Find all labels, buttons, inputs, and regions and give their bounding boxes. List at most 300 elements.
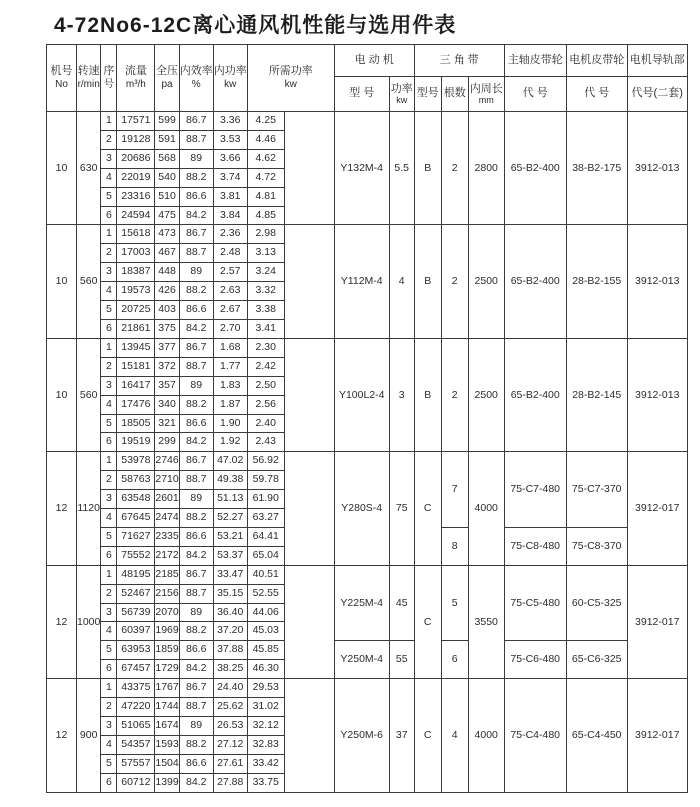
internal-power-cell: 3.81 bbox=[213, 187, 247, 206]
flow-cell: 17476 bbox=[117, 395, 155, 414]
internal-power-cell: 49.38 bbox=[213, 471, 247, 490]
col-label: 内功率 bbox=[213, 65, 247, 78]
col-label: 内效率 bbox=[179, 65, 213, 78]
serial-cell: 2 bbox=[101, 698, 117, 717]
serial-cell: 4 bbox=[101, 735, 117, 754]
internal-power-cell: 3.66 bbox=[213, 149, 247, 168]
required-power-cell: 31.02 bbox=[247, 698, 284, 717]
flow-cell: 48195 bbox=[117, 565, 155, 584]
table-row bbox=[47, 338, 688, 357]
internal-power-cell: 2.57 bbox=[213, 263, 247, 282]
internal-power-cell: 35.15 bbox=[213, 584, 247, 603]
motor-power-cell: 55 bbox=[389, 641, 414, 679]
serial-cell: 5 bbox=[101, 641, 117, 660]
internal-power-cell: 38.25 bbox=[213, 660, 247, 679]
pressure-cell: 1767 bbox=[155, 679, 179, 698]
col-label: 内周长 bbox=[469, 82, 503, 95]
efficiency-cell: 88.7 bbox=[179, 357, 213, 376]
belt-length-cell: 4000 bbox=[468, 452, 504, 565]
internal-power-cell: 1.87 bbox=[213, 395, 247, 414]
serial-cell: 4 bbox=[101, 509, 117, 528]
efficiency-cell: 89 bbox=[179, 149, 213, 168]
required-power-cell: 3.13 bbox=[247, 244, 284, 263]
serial-cell: 5 bbox=[101, 754, 117, 773]
belt-model-cell: B bbox=[414, 112, 441, 225]
col-header-serial bbox=[101, 45, 117, 112]
main-pulley-code-cell: 65-B2-400 bbox=[504, 112, 566, 225]
machine-no-cell: 12 bbox=[47, 452, 77, 565]
required-power-cell: 2.98 bbox=[247, 225, 284, 244]
efficiency-cell: 89 bbox=[179, 603, 213, 622]
internal-power-cell: 52.27 bbox=[213, 509, 247, 528]
col-header-main-pulley-code: 代 号 bbox=[504, 77, 566, 112]
serial-cell: 6 bbox=[101, 546, 117, 565]
required-power-cell: 3.41 bbox=[247, 319, 284, 338]
col-header-required-power bbox=[247, 45, 334, 112]
serial-cell: 4 bbox=[101, 395, 117, 414]
pressure-cell: 473 bbox=[155, 225, 179, 244]
internal-power-cell: 25.62 bbox=[213, 698, 247, 717]
belt-count-cell: 8 bbox=[441, 527, 468, 565]
main-pulley-code-cell: 65-B2-400 bbox=[504, 225, 566, 338]
col-label: 所需功率 bbox=[268, 65, 313, 78]
pressure-cell: 357 bbox=[155, 376, 179, 395]
belt-count-cell: 6 bbox=[441, 641, 468, 679]
col-unit: kw bbox=[224, 78, 237, 90]
col-header-speed bbox=[77, 45, 101, 112]
flow-cell: 23316 bbox=[117, 187, 155, 206]
serial-cell: 1 bbox=[101, 679, 117, 698]
spacer-cell bbox=[284, 452, 334, 565]
efficiency-cell: 88.2 bbox=[179, 622, 213, 641]
motor-model-cell: Y250M-4 bbox=[334, 641, 389, 679]
internal-power-cell: 51.13 bbox=[213, 490, 247, 509]
motor-pulley-code-cell: 75-C7-370 bbox=[566, 452, 627, 528]
pressure-cell: 475 bbox=[155, 206, 179, 225]
belt-length-cell: 3550 bbox=[468, 565, 504, 678]
motor-power-cell: 37 bbox=[389, 679, 414, 792]
belt-length-cell: 4000 bbox=[468, 679, 504, 792]
efficiency-cell: 88.2 bbox=[179, 168, 213, 187]
motor-power-cell: 5.5 bbox=[389, 112, 414, 225]
belt-count-cell: 4 bbox=[441, 679, 468, 792]
required-power-cell: 46.30 bbox=[247, 660, 284, 679]
speed-cell: 560 bbox=[77, 225, 101, 338]
col-header-rail-code: 代号(二套) bbox=[627, 77, 687, 112]
pressure-cell: 321 bbox=[155, 414, 179, 433]
serial-cell: 2 bbox=[101, 357, 117, 376]
flow-cell: 52467 bbox=[117, 584, 155, 603]
spacer-cell bbox=[284, 679, 334, 792]
internal-power-cell: 1.92 bbox=[213, 433, 247, 452]
internal-power-cell: 2.70 bbox=[213, 319, 247, 338]
pressure-cell: 1399 bbox=[155, 773, 179, 792]
motor-power-cell: 4 bbox=[389, 225, 414, 338]
col-header-efficiency bbox=[179, 45, 213, 112]
internal-power-cell: 2.67 bbox=[213, 301, 247, 320]
table-row bbox=[47, 679, 688, 698]
pressure-cell: 1593 bbox=[155, 735, 179, 754]
main-pulley-code-cell: 65-B2-400 bbox=[504, 338, 566, 451]
serial-cell: 6 bbox=[101, 206, 117, 225]
internal-power-cell: 36.40 bbox=[213, 603, 247, 622]
internal-power-cell: 2.48 bbox=[213, 244, 247, 263]
pressure-cell: 403 bbox=[155, 301, 179, 320]
motor-pulley-code-cell: 60-C5-325 bbox=[566, 565, 627, 641]
efficiency-cell: 89 bbox=[179, 263, 213, 282]
flow-cell: 18387 bbox=[117, 263, 155, 282]
pressure-cell: 299 bbox=[155, 433, 179, 452]
internal-power-cell: 27.88 bbox=[213, 773, 247, 792]
serial-cell: 5 bbox=[101, 527, 117, 546]
pressure-cell: 2156 bbox=[155, 584, 179, 603]
col-unit: % bbox=[191, 78, 201, 90]
serial-cell: 4 bbox=[101, 168, 117, 187]
serial-cell: 2 bbox=[101, 244, 117, 263]
table-header bbox=[47, 45, 688, 112]
spacer-cell bbox=[284, 112, 334, 225]
pressure-cell: 1674 bbox=[155, 717, 179, 736]
belt-model-cell: C bbox=[414, 679, 441, 792]
col-header-flow bbox=[117, 45, 155, 112]
efficiency-cell: 88.7 bbox=[179, 130, 213, 149]
pressure-cell: 599 bbox=[155, 112, 179, 131]
required-power-cell: 61.90 bbox=[247, 490, 284, 509]
efficiency-cell: 84.2 bbox=[179, 773, 213, 792]
required-power-cell: 4.81 bbox=[247, 187, 284, 206]
col-group-rail: 电机导轨部 bbox=[627, 45, 687, 77]
required-power-cell: 2.42 bbox=[247, 357, 284, 376]
required-power-cell: 4.46 bbox=[247, 130, 284, 149]
flow-cell: 19573 bbox=[117, 282, 155, 301]
efficiency-cell: 86.7 bbox=[179, 112, 213, 131]
belt-count-cell: 2 bbox=[441, 338, 468, 451]
col-unit: m³/h bbox=[125, 78, 146, 90]
internal-power-cell: 2.63 bbox=[213, 282, 247, 301]
motor-pulley-code-cell: 65-C6-325 bbox=[566, 641, 627, 679]
col-header-internal-power bbox=[213, 45, 247, 112]
serial-cell: 3 bbox=[101, 263, 117, 282]
motor-power-cell: 75 bbox=[389, 452, 414, 565]
motor-power-cell: 45 bbox=[389, 565, 414, 641]
col-label: 序 bbox=[103, 65, 115, 78]
serial-cell: 1 bbox=[101, 112, 117, 131]
required-power-cell: 33.75 bbox=[247, 773, 284, 792]
serial-cell: 3 bbox=[101, 490, 117, 509]
efficiency-cell: 86.6 bbox=[179, 414, 213, 433]
internal-power-cell: 1.77 bbox=[213, 357, 247, 376]
belt-model-cell: B bbox=[414, 225, 441, 338]
col-unit: mm bbox=[478, 95, 494, 106]
rail-code-cell: 3912-017 bbox=[627, 679, 687, 792]
col-header-belt-length bbox=[468, 77, 504, 112]
serial-cell: 3 bbox=[101, 717, 117, 736]
motor-power-cell: 3 bbox=[389, 338, 414, 451]
flow-cell: 16417 bbox=[117, 376, 155, 395]
col-header-belt-count: 根数 bbox=[441, 77, 468, 112]
speed-cell: 560 bbox=[77, 338, 101, 451]
flow-cell: 57557 bbox=[117, 754, 155, 773]
pressure-cell: 2172 bbox=[155, 546, 179, 565]
serial-cell: 6 bbox=[101, 773, 117, 792]
internal-power-cell: 26.53 bbox=[213, 717, 247, 736]
col-header-belt-model: 型号 bbox=[414, 77, 441, 112]
fan-spec-table bbox=[46, 44, 688, 793]
table-row bbox=[47, 112, 688, 131]
serial-cell: 5 bbox=[101, 414, 117, 433]
efficiency-cell: 86.7 bbox=[179, 452, 213, 471]
required-power-cell: 32.12 bbox=[247, 717, 284, 736]
flow-cell: 54357 bbox=[117, 735, 155, 754]
required-power-cell: 45.03 bbox=[247, 622, 284, 641]
header-row-groups bbox=[47, 45, 688, 77]
required-power-cell: 2.43 bbox=[247, 433, 284, 452]
flow-cell: 43375 bbox=[117, 679, 155, 698]
serial-cell: 4 bbox=[101, 282, 117, 301]
required-power-cell: 3.32 bbox=[247, 282, 284, 301]
required-power-cell: 4.62 bbox=[247, 149, 284, 168]
internal-power-cell: 33.47 bbox=[213, 565, 247, 584]
required-power-cell: 32.83 bbox=[247, 735, 284, 754]
flow-cell: 60397 bbox=[117, 622, 155, 641]
col-header-pressure bbox=[155, 45, 179, 112]
col-label: 号 bbox=[103, 78, 114, 90]
main-pulley-code-cell: 75-C8-480 bbox=[504, 527, 566, 565]
internal-power-cell: 27.61 bbox=[213, 754, 247, 773]
internal-power-cell: 37.88 bbox=[213, 641, 247, 660]
required-power-cell: 2.50 bbox=[247, 376, 284, 395]
efficiency-cell: 84.2 bbox=[179, 206, 213, 225]
flow-cell: 60712 bbox=[117, 773, 155, 792]
belt-model-cell: C bbox=[414, 565, 441, 678]
efficiency-cell: 89 bbox=[179, 717, 213, 736]
rail-code-cell: 3912-013 bbox=[627, 112, 687, 225]
motor-model-cell: Y132M-4 bbox=[334, 112, 389, 225]
main-pulley-code-cell: 75-C6-480 bbox=[504, 641, 566, 679]
machine-no-cell: 10 bbox=[47, 225, 77, 338]
serial-cell: 4 bbox=[101, 622, 117, 641]
pressure-cell: 1504 bbox=[155, 754, 179, 773]
speed-cell: 1120 bbox=[77, 452, 101, 565]
table-row bbox=[47, 225, 688, 244]
required-power-cell: 33.42 bbox=[247, 754, 284, 773]
flow-cell: 53978 bbox=[117, 452, 155, 471]
internal-power-cell: 1.83 bbox=[213, 376, 247, 395]
efficiency-cell: 88.7 bbox=[179, 584, 213, 603]
flow-cell: 71627 bbox=[117, 527, 155, 546]
required-power-cell: 2.40 bbox=[247, 414, 284, 433]
flow-cell: 15618 bbox=[117, 225, 155, 244]
required-power-cell: 2.30 bbox=[247, 338, 284, 357]
serial-cell: 1 bbox=[101, 452, 117, 471]
flow-cell: 21861 bbox=[117, 319, 155, 338]
belt-model-cell: B bbox=[414, 338, 441, 451]
serial-cell: 6 bbox=[101, 319, 117, 338]
main-pulley-code-cell: 75-C5-480 bbox=[504, 565, 566, 641]
table-row bbox=[47, 452, 688, 471]
flow-cell: 24594 bbox=[117, 206, 155, 225]
pressure-cell: 1744 bbox=[155, 698, 179, 717]
pressure-cell: 540 bbox=[155, 168, 179, 187]
internal-power-cell: 47.02 bbox=[213, 452, 247, 471]
motor-model-cell: Y100L2-4 bbox=[334, 338, 389, 451]
motor-pulley-code-cell: 75-C8-370 bbox=[566, 527, 627, 565]
required-power-cell: 4.72 bbox=[247, 168, 284, 187]
efficiency-cell: 84.2 bbox=[179, 546, 213, 565]
spacer-cell bbox=[284, 565, 334, 678]
motor-model-cell: Y112M-4 bbox=[334, 225, 389, 338]
rail-code-cell: 3912-017 bbox=[627, 452, 687, 565]
efficiency-cell: 84.2 bbox=[179, 319, 213, 338]
machine-no-cell: 12 bbox=[47, 679, 77, 792]
flow-cell: 15181 bbox=[117, 357, 155, 376]
serial-cell: 6 bbox=[101, 660, 117, 679]
flow-cell: 17571 bbox=[117, 112, 155, 131]
pressure-cell: 426 bbox=[155, 282, 179, 301]
pressure-cell: 510 bbox=[155, 187, 179, 206]
required-power-cell: 56.92 bbox=[247, 452, 284, 471]
col-header-motor-pulley-code: 代 号 bbox=[566, 77, 627, 112]
motor-model-cell: Y250M-6 bbox=[334, 679, 389, 792]
col-unit: r/min bbox=[77, 78, 100, 90]
flow-cell: 63548 bbox=[117, 490, 155, 509]
internal-power-cell: 3.74 bbox=[213, 168, 247, 187]
belt-length-cell: 2500 bbox=[468, 225, 504, 338]
belt-count-cell: 2 bbox=[441, 112, 468, 225]
belt-count-cell: 5 bbox=[441, 565, 468, 641]
flow-cell: 67645 bbox=[117, 509, 155, 528]
flow-cell: 75552 bbox=[117, 546, 155, 565]
rail-code-cell: 3912-017 bbox=[627, 565, 687, 678]
efficiency-cell: 86.7 bbox=[179, 565, 213, 584]
serial-cell: 3 bbox=[101, 603, 117, 622]
required-power-cell: 63.27 bbox=[247, 509, 284, 528]
machine-no-cell: 12 bbox=[47, 565, 77, 678]
col-unit: pa bbox=[161, 78, 173, 90]
efficiency-cell: 88.2 bbox=[179, 509, 213, 528]
serial-cell: 1 bbox=[101, 225, 117, 244]
flow-cell: 20725 bbox=[117, 301, 155, 320]
rail-code-cell: 3912-013 bbox=[627, 338, 687, 451]
flow-cell: 19519 bbox=[117, 433, 155, 452]
efficiency-cell: 88.7 bbox=[179, 698, 213, 717]
pressure-cell: 340 bbox=[155, 395, 179, 414]
flow-cell: 19128 bbox=[117, 130, 155, 149]
table-body bbox=[47, 112, 688, 793]
pressure-cell: 467 bbox=[155, 244, 179, 263]
page-title: 4-72No6-12C离心通风机性能与选用件表 bbox=[54, 14, 457, 37]
table-row bbox=[47, 565, 688, 584]
flow-cell: 13945 bbox=[117, 338, 155, 357]
internal-power-cell: 3.36 bbox=[213, 112, 247, 131]
col-label: 机号 bbox=[50, 65, 73, 78]
motor-pulley-code-cell: 38-B2-175 bbox=[566, 112, 627, 225]
internal-power-cell: 2.36 bbox=[213, 225, 247, 244]
required-power-cell: 52.55 bbox=[247, 584, 284, 603]
required-power-cell: 44.06 bbox=[247, 603, 284, 622]
internal-power-cell: 3.84 bbox=[213, 206, 247, 225]
belt-model-cell: C bbox=[414, 452, 441, 565]
serial-cell: 2 bbox=[101, 584, 117, 603]
efficiency-cell: 84.2 bbox=[179, 433, 213, 452]
serial-cell: 3 bbox=[101, 149, 117, 168]
pressure-cell: 568 bbox=[155, 149, 179, 168]
col-group-motor: 电 动 机 bbox=[334, 45, 414, 77]
col-label: 流量 bbox=[124, 65, 147, 78]
machine-no-cell: 10 bbox=[47, 338, 77, 451]
pressure-cell: 2070 bbox=[155, 603, 179, 622]
efficiency-cell: 86.7 bbox=[179, 679, 213, 698]
required-power-cell: 40.51 bbox=[247, 565, 284, 584]
pressure-cell: 2335 bbox=[155, 527, 179, 546]
speed-cell: 1000 bbox=[77, 565, 101, 678]
table-row bbox=[47, 641, 688, 660]
pressure-cell: 2474 bbox=[155, 509, 179, 528]
flow-cell: 63953 bbox=[117, 641, 155, 660]
flow-cell: 17003 bbox=[117, 244, 155, 263]
motor-model-cell: Y225M-4 bbox=[334, 565, 389, 641]
belt-length-cell: 2800 bbox=[468, 112, 504, 225]
internal-power-cell: 1.90 bbox=[213, 414, 247, 433]
col-header-machine-no bbox=[47, 45, 77, 112]
pressure-cell: 1729 bbox=[155, 660, 179, 679]
col-label: 功率 bbox=[390, 82, 413, 95]
page bbox=[0, 9, 700, 793]
internal-power-cell: 37.20 bbox=[213, 622, 247, 641]
required-power-cell: 65.04 bbox=[247, 546, 284, 565]
flow-cell: 51065 bbox=[117, 717, 155, 736]
main-pulley-code-cell: 75-C4-480 bbox=[504, 679, 566, 792]
flow-cell: 20686 bbox=[117, 149, 155, 168]
efficiency-cell: 86.6 bbox=[179, 754, 213, 773]
spacer-cell bbox=[284, 338, 334, 451]
internal-power-cell: 27.12 bbox=[213, 735, 247, 754]
efficiency-cell: 86.6 bbox=[179, 527, 213, 546]
efficiency-cell: 84.2 bbox=[179, 660, 213, 679]
col-group-belt: 三 角 带 bbox=[414, 45, 504, 77]
required-power-cell: 3.24 bbox=[247, 263, 284, 282]
serial-cell: 5 bbox=[101, 187, 117, 206]
internal-power-cell: 24.40 bbox=[213, 679, 247, 698]
flow-cell: 47220 bbox=[117, 698, 155, 717]
internal-power-cell: 1.68 bbox=[213, 338, 247, 357]
serial-cell: 2 bbox=[101, 130, 117, 149]
efficiency-cell: 89 bbox=[179, 376, 213, 395]
internal-power-cell: 53.37 bbox=[213, 546, 247, 565]
efficiency-cell: 86.6 bbox=[179, 641, 213, 660]
motor-pulley-code-cell: 28-B2-155 bbox=[566, 225, 627, 338]
efficiency-cell: 89 bbox=[179, 490, 213, 509]
efficiency-cell: 86.7 bbox=[179, 338, 213, 357]
flow-cell: 67457 bbox=[117, 660, 155, 679]
col-unit: kw bbox=[396, 95, 408, 106]
internal-power-cell: 53.21 bbox=[213, 527, 247, 546]
machine-no-cell: 10 bbox=[47, 112, 77, 225]
required-power-cell: 4.85 bbox=[247, 206, 284, 225]
pressure-cell: 2601 bbox=[155, 490, 179, 509]
efficiency-cell: 86.7 bbox=[179, 225, 213, 244]
pressure-cell: 2710 bbox=[155, 471, 179, 490]
col-group-main-pulley: 主轴皮带轮 bbox=[504, 45, 566, 77]
required-power-cell: 3.38 bbox=[247, 301, 284, 320]
spacer-cell bbox=[284, 225, 334, 338]
serial-cell: 1 bbox=[101, 338, 117, 357]
belt-length-cell: 2500 bbox=[468, 338, 504, 451]
pressure-cell: 375 bbox=[155, 319, 179, 338]
belt-count-cell: 7 bbox=[441, 452, 468, 528]
pressure-cell: 2185 bbox=[155, 565, 179, 584]
required-power-cell: 45.85 bbox=[247, 641, 284, 660]
